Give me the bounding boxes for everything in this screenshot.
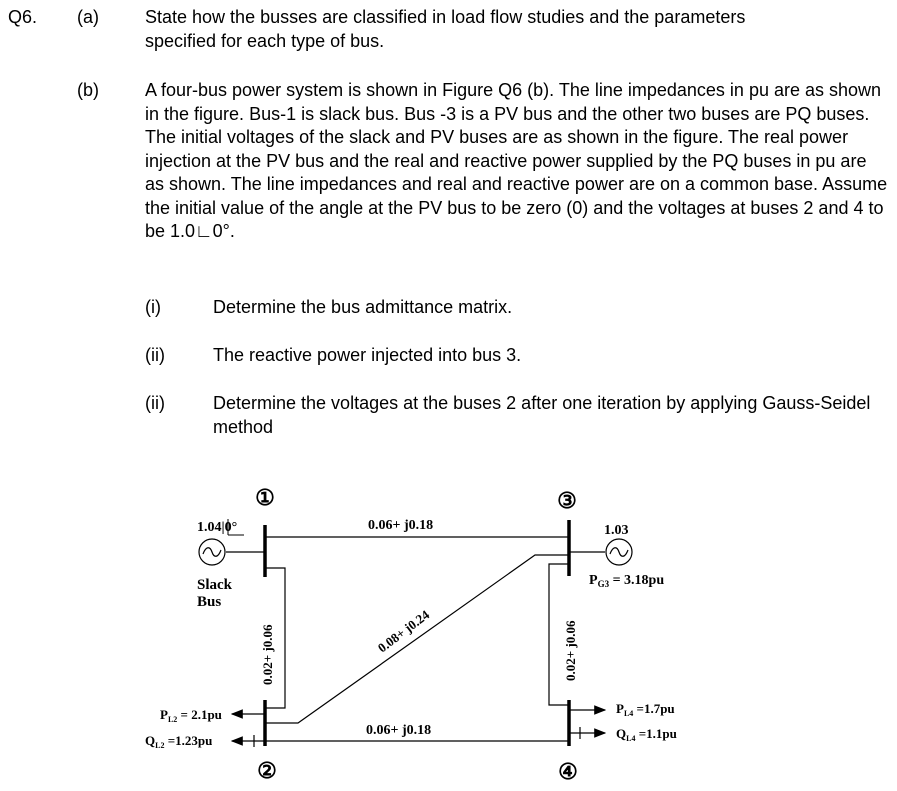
- ql4-label: $Q_{L4} =1.1pu$: [616, 726, 677, 743]
- bus-1-number: ①: [255, 485, 275, 510]
- subpart-iii-text: Determine the voltages at the buses 2 after one iteration by applying Gauss-Seidel method: [213, 393, 871, 437]
- part-b-text: A four-bus power system is shown in Figure Q6 (b). The line impedances in pu are as shown in the figure. Bus-1 is slack bus. Bus -3 is a PV bus and the other two buses are PQ buses. The initial voltages of the slack and PV buses are as shown in the figure. The real power injection at the PV bus and the real and reactive power supplied by the PQ buses in pu are as shown. The line impedances and real and reactive power are on a common base. Assume the initial value of the angle at the PV bus to be zero (0) and the voltages at buses 2 and 4 to be 1.0∟0°.: [145, 80, 888, 241]
- subpart-ii-text: The reactive power injected into bus 3.: [213, 345, 522, 365]
- pl4-label: $P_{L4} =1.7pu$: [616, 701, 675, 718]
- bus-label: Bus: [197, 594, 222, 610]
- subpart-i-text: Determine the bus admittance matrix.: [213, 297, 513, 317]
- line-1-3-impedance: 0.06+ j0.18: [368, 518, 434, 533]
- bus-2-number: ②: [257, 758, 277, 783]
- pl2-label: $P_{L2} = 2.1pu$: [160, 707, 222, 724]
- line-2-3: [265, 555, 569, 723]
- line-2-3-impedance: 0.08+ j0.24: [374, 607, 433, 656]
- line-3-4-impedance: 0.02+ j0.06: [563, 620, 578, 681]
- question-number: Q6.: [8, 7, 38, 27]
- subpart-i-label: (i): [145, 297, 161, 317]
- part-a-text-line1: State how the busses are classified in load flow studies and the parameters: [145, 7, 746, 27]
- bus-4-number: ④: [558, 759, 578, 784]
- line-2-4-impedance: 0.06+ j0.18: [366, 723, 432, 738]
- pv-voltage: 1.03: [604, 523, 629, 538]
- pg3-label: $P_{G3} = 3.18pu$: [589, 573, 665, 589]
- subpart-ii-label: (ii): [145, 345, 165, 365]
- ql2-label: $Q_{L2} =1.23pu$: [145, 733, 213, 750]
- part-a-text-line2: specified for each type of bus.: [145, 31, 385, 51]
- part-a-label: (a): [77, 7, 99, 27]
- line-1-2-impedance: 0.02+ j0.06: [260, 624, 275, 685]
- slack-label: Slack: [197, 577, 233, 593]
- bus-3-number: ③: [557, 488, 577, 513]
- slack-voltage: 1.04|0°: [197, 520, 238, 535]
- subpart-iii-label: (ii): [145, 393, 165, 413]
- part-b-label: (b): [77, 80, 99, 100]
